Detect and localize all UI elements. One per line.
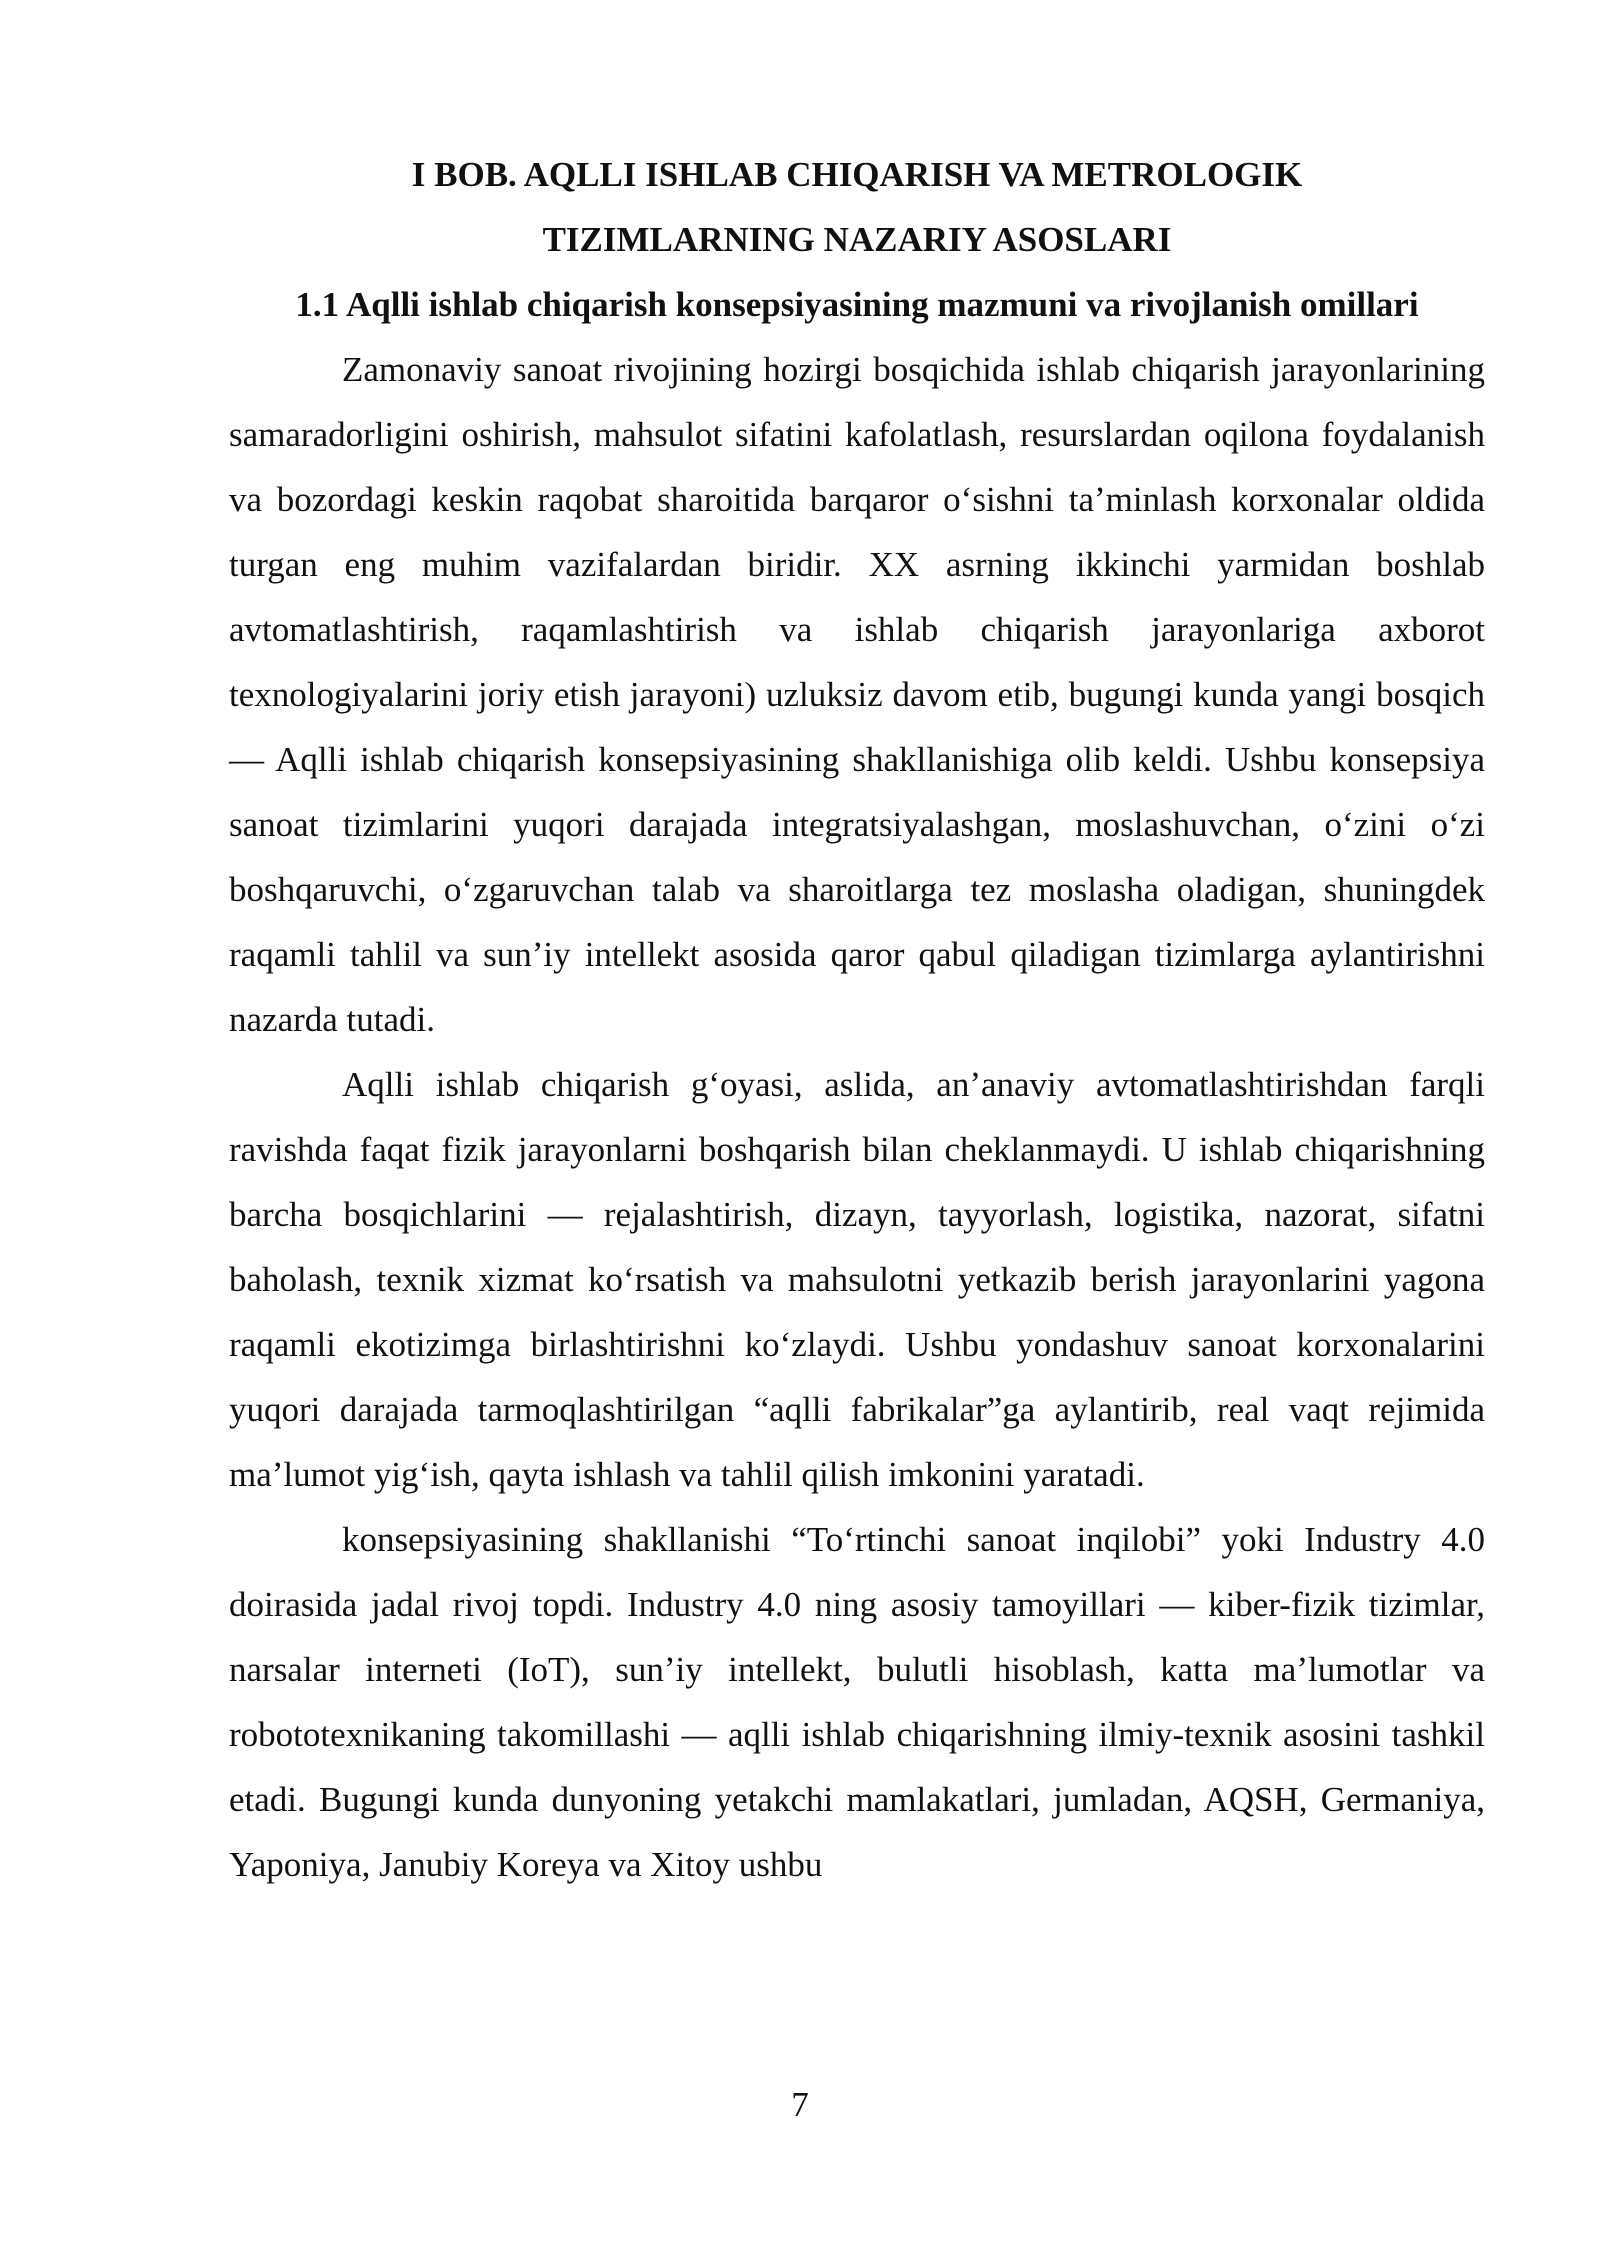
paragraph-2: Aqlli ishlab chiqarish gʻoyasi, aslida, anʼanaviy avtomatlashtirishdan farqli ravishda faqat fizik jarayonlarni boshqarish bilan cheklanmaydi. U ishlab chiqarishning barcha bosqichlarini — rejalashtirish, dizayn, tayyorlash, logistika, nazorat, sifatni baholash, texnik xizmat koʻrsatish va mahsulotni yetkazib berish jarayonlarini yagona raqamli ekotizimga birlashtirishni koʻzlaydi. Ushbu yondashuv sanoat korxonalarini yuqori darajada tarmoqlashtirilgan “aqlli fabrikalar”ga aylantirib, real vaqt rejimida maʼlumot yigʻish, qayta ishlash va tahlil qilish imkonini yaratadi. (229, 1065, 1485, 1494)
page-content (229, 142, 1485, 1897)
section-title: 1.1 Aqlli ishlab chiqarish konsepsiyasining mazmuni va rivojlanish omillari (295, 285, 1419, 324)
chapter-title-line-1: I BOB. AQLLI ISHLAB CHIQARISH VA METROLOGIK (411, 155, 1303, 194)
paragraph-3: konsepsiyasining shakllanishi “Toʻrtinchi sanoat inqilobi” yoki Industry 4.0 doirasida jadal rivoj topdi. Industry 4.0 ning asosiy tamoyillari — kiber-fizik tizimlar, narsalar interneti (IoT), sunʼiy intellekt, bulutli hisoblash, katta maʼlumotlar va robototexnikaning takomillashi — aqlli ishlab chiqarishning ilmiy-texnik asosini tashkil etadi. Bugungi kunda dunyoning yetakchi mamlakatlari, jumladan, AQSH, Germaniya, Yaponiya, Janubiy Koreya va Xitoy ushbu (229, 1520, 1485, 1884)
paragraph-1: Zamonaviy sanoat rivojining hozirgi bosqichida ishlab chiqarish jarayonlarining samaradorligini oshirish, mahsulot sifatini kafolatlash, resurslardan oqilona foydalanish va bozordagi keskin raqobat sharoitida barqaror oʻsishni taʼminlash korxonalar oldida turgan eng muhim vazifalardan biridir. XX asrning ikkinchi yarmidan boshlab avtomatlashtirish, raqamlashtirish va ishlab chiqarish jarayonlariga axborot texnologiyalarini joriy etish jarayoni) uzluksiz davom etib, bugungi kunda yangi bosqich — Aqlli ishlab chiqarish konsepsiyasining shakllanishiga olib keldi. Ushbu konsepsiya sanoat tizimlarini yuqori darajada integratsiyalashgan, moslashuvchan, oʻzini oʻzi boshqaruvchi, oʻzgaruvchan talab va sharoitlarga tez moslasha oladigan, shuningdek raqamli tahlil va sunʼiy intellekt asosida qaror qabul qiladigan tizimlarga aylantirishni nazarda tutadi. (229, 350, 1485, 1039)
chapter-title (229, 142, 1485, 272)
page-number: 7 (791, 2085, 809, 2124)
chapter-title-line-2: TIZIMLARNING NAZARIY ASOSLARI (542, 220, 1172, 259)
